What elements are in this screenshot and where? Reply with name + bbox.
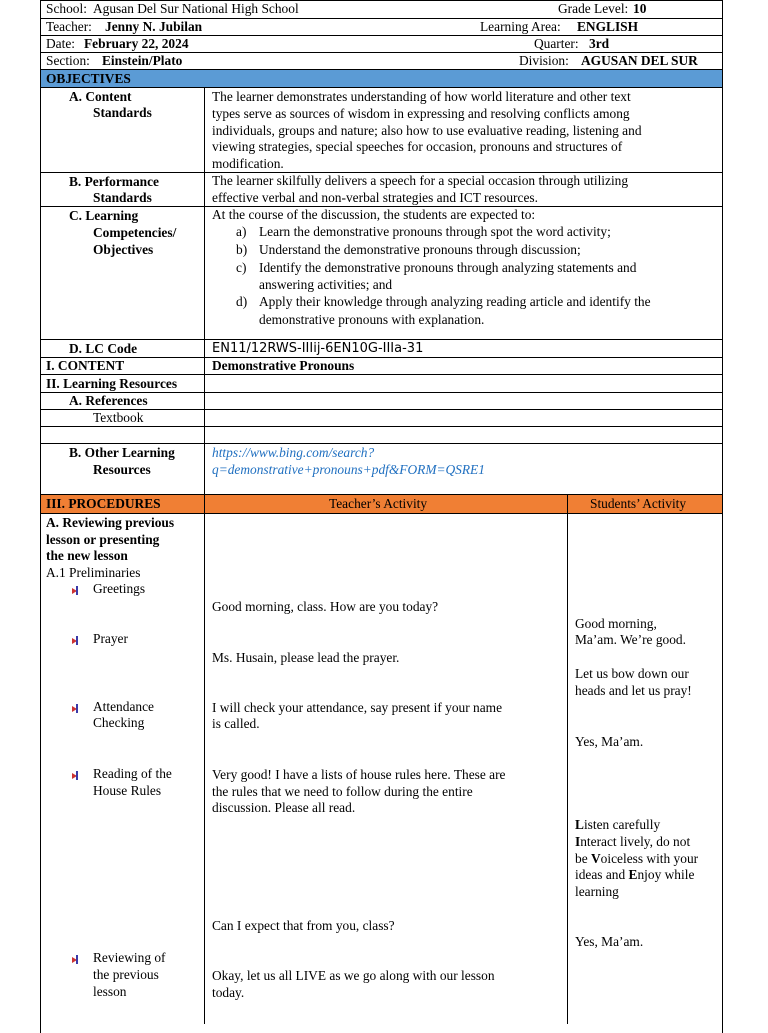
content-standards-row [40, 87, 723, 172]
acrostic-text: isten carefully [583, 817, 661, 832]
acrostic-letter: I [575, 834, 581, 849]
bullet-icon [72, 703, 82, 713]
competency-letter: d) [236, 294, 248, 309]
header-row-school [40, 0, 723, 18]
resources-row [40, 374, 723, 392]
competency-item: Identify the demonstrative pronouns through analyzing statements and [259, 260, 637, 275]
other-resources-row [40, 443, 723, 494]
teacher-attendance: I will check your attendance, say present if your name [212, 700, 503, 715]
date-label: Date: [46, 36, 75, 51]
competency-label-3: Objectives [93, 242, 154, 257]
performance-line: effective verbal and non-verbal strategies and ICT resources. [212, 189, 538, 205]
competency-item-cont: demonstrative pronouns with explanation. [259, 312, 485, 327]
student-live-line [575, 816, 660, 833]
section-a-heading-3: the new lesson [46, 548, 128, 563]
performance-line: The learner skilfully delivers a speech for a special occasion through utilizing [212, 173, 629, 188]
date-value: February 22, 2024 [84, 36, 189, 51]
column-divider [204, 494, 205, 1024]
student-greeting-2: Ma’am. We’re good. [575, 632, 686, 647]
competency-letter: a) [236, 224, 247, 239]
content-row [40, 357, 723, 374]
step-attendance-2: Checking [93, 715, 145, 730]
acrostic-text: oiceless with your [600, 851, 699, 866]
blank-row [40, 426, 723, 443]
student-present: Yes, Ma’am. [575, 734, 644, 749]
objectives-heading: OBJECTIVES [46, 71, 131, 86]
school-label: School: [46, 1, 87, 16]
performance-text [212, 173, 718, 207]
resources-label: II. Learning Resources [46, 376, 178, 391]
performance-standards-row [40, 172, 723, 206]
resource-link-cont[interactable]: q=demonstrative+pronouns+pdf&FORM=QSRE1 [212, 462, 485, 477]
column-divider [204, 87, 205, 494]
acrostic-text: ideas and [575, 867, 629, 882]
procedures-heading-row [40, 494, 723, 513]
area-label: Learning Area: [480, 19, 561, 34]
section-label: Section: [46, 53, 90, 68]
student-live-line [575, 833, 690, 850]
lc-code-row [40, 339, 723, 357]
step-house-rules-2: House Rules [93, 783, 162, 798]
division-label: Division: [519, 53, 569, 68]
textbook-row [40, 409, 723, 426]
bullet-icon [72, 770, 82, 780]
content-standards-label: A. Content [69, 89, 132, 104]
procedures-body [40, 513, 723, 1033]
student-live-line [575, 866, 694, 883]
acrostic-text: njoy while [637, 867, 695, 882]
teacher-prayer: Ms. Husain, please lead the prayer. [212, 650, 400, 665]
step-attendance: Attendance [93, 699, 154, 714]
step-prayer: Prayer [93, 631, 128, 646]
competencies-row [40, 206, 723, 339]
acrostic-letter: L [575, 817, 584, 832]
grade-value: 10 [633, 1, 647, 16]
step-house-rules: Reading of the [93, 766, 172, 781]
objectives-heading-row [40, 69, 723, 87]
student-greeting: Good morning, [575, 616, 657, 631]
performance-label-2: Standards [93, 190, 152, 205]
acrostic-letter: E [628, 867, 638, 882]
competency-intro: At the course of the discussion, the students are expected to: [212, 207, 536, 222]
content-line: modification. [212, 156, 284, 172]
competency-letter: c) [236, 260, 247, 275]
resource-link[interactable]: https://www.bing.com/search? [212, 445, 375, 460]
quarter-label: Quarter: [534, 36, 579, 51]
section-a-heading: A. Reviewing previous [46, 515, 175, 530]
grade-label: Grade Level: [558, 1, 629, 16]
teacher-label: Teacher: [46, 19, 92, 34]
teacher-expect: Can I expect that from you, class? [212, 918, 395, 933]
student-agree: Yes, Ma’am. [575, 934, 644, 949]
content-line: individuals, groups and nature; also how to use evaluative reading, listening and [212, 122, 642, 138]
teacher-live: Okay, let us all LIVE as we go along with our lesson [212, 968, 495, 983]
acrostic-text: nteract lively, do not [580, 834, 691, 849]
step-greetings: Greetings [93, 581, 146, 596]
header-row-section [40, 52, 723, 69]
student-live-line [575, 850, 698, 867]
teacher-activity-header: Teacher’s Activity [329, 496, 428, 511]
lc-code-value: EN11/12RWS-IIIij-6EN10G-IIIa-31 [212, 341, 424, 356]
bullet-icon [72, 954, 82, 964]
student-prayer-2: heads and let us pray! [575, 683, 692, 698]
header-row-date [40, 35, 723, 52]
division-value: AGUSAN DEL SUR [581, 53, 698, 68]
teacher-rules-2: the rules that we need to follow during the entire [212, 784, 473, 799]
competency-item-cont: answering activities; and [259, 277, 393, 292]
school-name: Agusan Del Sur National High School [93, 1, 299, 16]
teacher-live-2: today. [212, 985, 245, 1000]
teacher-greeting: Good morning, class. How are you today? [212, 599, 439, 614]
other-resources-label: B. Other Learning [69, 445, 175, 460]
preliminaries-label: A.1 Preliminaries [46, 565, 141, 580]
teacher-rules-3: discussion. Please all read. [212, 800, 356, 815]
area-value: ENGLISH [577, 19, 639, 34]
step-review: Reviewing of [93, 950, 166, 965]
header-row-teacher [40, 18, 723, 35]
competency-item: Apply their knowledge through analyzing reading article and identify the [259, 294, 651, 309]
student-live-line: learning [575, 884, 619, 899]
teacher-name: Jenny N. Jubilan [105, 19, 203, 34]
performance-label: B. Performance [69, 174, 159, 189]
bullet-icon [72, 585, 82, 595]
acrostic-text: be [575, 851, 591, 866]
content-standards-text [212, 89, 718, 173]
content-line: The learner demonstrates understanding of how world literature and other text [212, 89, 631, 104]
step-review-2: the previous [93, 967, 159, 982]
competency-label-2: Competencies/ [93, 225, 177, 240]
content-value: Demonstrative Pronouns [212, 358, 355, 373]
competency-item: Learn the demonstrative pronouns through spot the word activity; [259, 224, 611, 239]
competency-label: C. Learning [69, 208, 139, 223]
content-standards-label-2: Standards [93, 105, 152, 120]
step-review-3: lesson [93, 984, 127, 999]
competency-item: Understand the demonstrative pronouns through discussion; [259, 242, 581, 257]
lc-code-label: D. LC Code [69, 341, 138, 356]
bullet-icon [72, 635, 82, 645]
acrostic-letter: V [591, 851, 601, 866]
column-divider [567, 494, 568, 1024]
student-prayer: Let us bow down our [575, 666, 689, 681]
other-resources-label-2: Resources [93, 462, 151, 477]
references-row [40, 392, 723, 409]
references-label: A. References [69, 393, 148, 408]
textbook-label: Textbook [93, 410, 144, 425]
section-value: Einstein/Plato [102, 53, 183, 68]
teacher-attendance-2: is called. [212, 716, 260, 731]
content-line: types serve as sources of wisdom in expressing and resolving conflicts among [212, 105, 630, 121]
content-label: I. CONTENT [46, 358, 125, 373]
student-activity-header: Students’ Activity [590, 496, 687, 511]
teacher-rules: Very good! I have a lists of house rules here. These are [212, 767, 506, 782]
quarter-value: 3rd [589, 36, 610, 51]
section-a-heading-2: lesson or presenting [46, 532, 160, 547]
procedures-heading: III. PROCEDURES [46, 496, 161, 511]
competency-letter: b) [236, 242, 248, 257]
content-line: viewing strategies, special speeches for occasion, pronouns and structures of [212, 139, 623, 155]
